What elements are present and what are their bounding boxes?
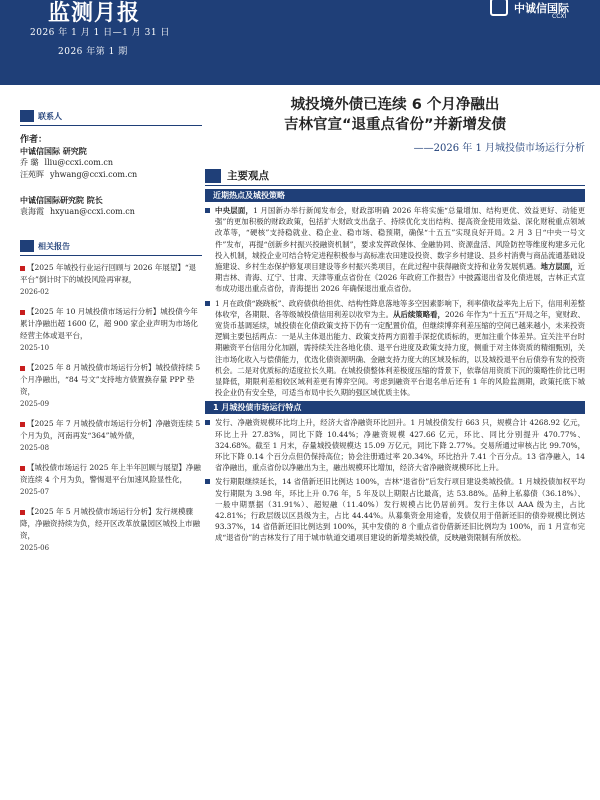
bullet-icon [20, 266, 25, 271]
related-report-date: 2025-08 [20, 444, 50, 452]
author-label: 作者： [20, 135, 48, 145]
related-report-link[interactable] [20, 262, 202, 298]
related-label: 相关报告 [38, 240, 70, 251]
related-report-date: 2025-06 [20, 544, 50, 552]
section-marker-icon [205, 169, 221, 183]
report-date-range: 2026 年 1 月 1 日—1 月 31 日 [30, 28, 170, 38]
bullet-icon [205, 301, 210, 306]
related-report-text: 【2025 年 8 月城投债市场运行分析】城投债持续 5 个月净融出，“84 号文”支持地方债置换存量 PPP 垫资， [20, 363, 201, 396]
company-logo [490, 0, 600, 20]
section-marker-icon [20, 240, 34, 252]
contacts-label: 联系人 [38, 110, 62, 121]
author-name: 汪苑晖 [20, 170, 44, 179]
related-report-date: 2025-07 [20, 488, 50, 496]
subsection-header-hotspots: 近期热点及城投策略 [205, 189, 585, 202]
related-report-text: 【城投债市场运行 2025 年上半年回顾与展望】净融资连续 4 个月为负，警惕退平台加速风险显性化， [20, 463, 201, 484]
paragraph-lead: 中央层面， [215, 206, 254, 215]
bullet-icon [20, 422, 25, 427]
author-entry [20, 169, 202, 181]
document-subtitle: ——2026 年 1 月城投债市场运行分析 [413, 143, 585, 154]
director-entry [20, 206, 202, 218]
logo-mark-icon [490, 0, 508, 16]
related-report-date: 2025-09 [20, 400, 50, 408]
paragraph-text: 发行期限继续延长，14 省借新还旧比例达 100%，吉林“退省份”后发行项目建设类城投债。1 月城投债加权平均发行期限为 3.98 年，环比上升 0.76 年，5 年及以上期限占比最高，达 53.88%。品种上私募债（36.18%）、一般中期票据（31.91%）、超短融（11.40%）发行规模占比仍居前列。发行主体以 AAA 级为主，占比 42.81%；行政层级以区县级为主，占比 44.44%。从募集资金用途看，发债仅用于借新还旧的债券规模比例达 93.37%，14 省借新还旧比例达到 100%，其中发债的 8 个重点省份借新还旧比例均为 100%，而 1 月宣布完成“退省份”的吉林发行了用于城市轨道交通项目建设的新增类城投债，反映融资限制有所放松。 [215, 477, 585, 543]
bullet-icon [20, 310, 25, 315]
logo-name-cn: 中诚信国际 [514, 2, 569, 15]
related-report-link[interactable] [20, 418, 202, 454]
divider [205, 185, 585, 186]
paragraph-lead: 从后续策略看， [393, 309, 445, 319]
related-report-link[interactable] [20, 306, 202, 354]
related-report-text: 【2025 年城投行业运行回顾与 2026 年展望】“退平台”倒计时下的城投风险再审视， [20, 263, 197, 284]
contacts-header [20, 110, 202, 122]
author-name: 乔 璐 [20, 158, 39, 167]
director-email[interactable]: hxyuan@ccxi.com.cn [50, 207, 135, 216]
author-org: 中诚信国际 研究院 [20, 146, 87, 156]
document-title-line1: 城投境外债已连续 6 个月净融出 [290, 97, 500, 113]
key-points-label: 主要观点 [227, 170, 269, 182]
related-report-date: 2025-10 [20, 344, 50, 352]
paragraph [205, 417, 585, 473]
paragraph-text: 2026 年作为“十五五”开局之年，宽财政、宽货币基调延续，城投债在化债政策支持下仍有一定配置价值，但继续博弈利差压缩的空间已越来越小，未来投资逻辑主要包括两点：一是从主体退出能力、政策支持两方面着手深挖优质标的，更加注重个体差异。宜关注平台时期融资平台信用分化加剧，需持续关注各地化债、退平台进度及政策支持力度，侧重于对主体资质的精细甄别，关注市场化收入与偿债能力，优选化债资源明确、金融支持力度大的区域及标的，以及城投退平台后债券有发的投资机会。二是对优质标的适度拉长久期。在城投债整体利差极度压缩的背景下，依靠信用资质下沉的策略性价比已明显降低，期限利差相较区域利差更有博弈空间。考虑到融资平台退名单后还有 1 年的风险监测期，政策托底下城投企业仍有安全垫，可适当布局中长久期的强区域优质主体。 [215, 309, 585, 398]
divider [20, 125, 202, 126]
related-report-text: 【2025 年 10 月城投债市场运行分析】城投债今年累计净融出超 1600 亿，超 900 家企业声明为市场化经营主体或退平台， [20, 307, 198, 340]
author-email[interactable]: yhwang@ccxi.com.cn [50, 170, 138, 179]
director-name: 袁海霞 [20, 207, 44, 216]
paragraph-lead: 地方层面， [540, 262, 578, 272]
author-email[interactable]: lliu@ccxi.com.cn [44, 158, 114, 167]
bullet-icon [205, 479, 210, 484]
report-header [0, 0, 600, 85]
main-content [205, 95, 585, 544]
bullet-icon [20, 366, 25, 371]
bullet-icon [20, 510, 25, 515]
related-report-link[interactable] [20, 462, 202, 498]
paragraph [205, 298, 585, 399]
report-issue: 2026 年第 1 期 [58, 47, 128, 57]
divider [20, 255, 202, 256]
director-title: 中诚信国际研究院 院长 [20, 195, 103, 205]
bullet-icon [205, 420, 210, 425]
related-report-text: 【2025 年 5 月城投债市场运行分析】发行规模骤降，净融资持续为负，经开区改革放量园区城投上市融资， [20, 507, 200, 540]
paragraph [205, 476, 585, 543]
related-report-link[interactable] [20, 362, 202, 410]
key-points-header [205, 168, 585, 183]
paragraph [205, 205, 585, 295]
paragraph-text: 近期吉林、青海、辽宁、甘肃、天津等重点省份在《2026 年政府工作报告》中披露退出省及化债进展，吉林正式宣布成功退出重点省份，青海提出 2026 年确保退出重点省份。 [215, 262, 585, 294]
related-report-text: 【2025 年 7 月城投债市场运行分析】净融资连续 5 个月为负，河南再发“364”城外债， [20, 419, 201, 440]
bullet-icon [205, 208, 210, 213]
bullet-icon [20, 466, 25, 471]
related-reports-list [20, 262, 202, 554]
sidebar [20, 110, 202, 562]
subsection-header-characteristics: 1 月城投债市场运行特点 [205, 401, 585, 414]
document-title-line2: 吉林官宣“退重点省份”并新增发债 [283, 117, 507, 133]
paragraph-text: 1 月国新办举行新闻发布会，财政部明确 2026 年将实施“总量增加、结构更优、效益更好、动能更强”的更加积极的财政政策，包括扩大财政支出盘子、持续优化支出结构、提高资金使用效益、深化财税重点领域改革等，“硬核”支持稳就业、稳企业、稳市场、稳预期，确保“十五五”实现良好开局。2 月 3 日“中央一号文件”发布，再提“创新乡村振兴投融资机制”，要求发挥政保体、金融协同、资源盘活、风险防控等维度构建多元化投入机制，城投企业可结合特定进程积极参与高标准农田建设投资、数字乡村建设、县乡村消费与商品流通基础设施建设、乡村生态保护修复项目建设等乡村振兴类项目，在此过程中获得融资支持和业务发展机遇。 [215, 206, 585, 272]
logo-name-en: CCXI [552, 13, 567, 20]
author-entry [20, 157, 202, 169]
section-marker-icon [20, 110, 34, 122]
paragraph-text: 发行、净融资规模环比均上升，经济大省净融资环比回升。1 月城投债发行 663 只，规模合计 4268.92 亿元，环比上升 27.83%，同比下降 10.44%；净融资规模 427.66 亿元，环比、同比分别提升 470.77%、324.68%。截至 1 月末，存量城投债规模达 15.09 万亿元，同比下降 2.77%。交易所通过审核占比 99.70%，环比下降 0.14 个百分点但仍保持高位；协会注册通过率 20.34%，环比抬升 7.41 个百分点。13 省净融入，14 省净融出，重点省份以净融出为主，融出规模环比增加，经济大省净融资规模环比上升。 [215, 418, 586, 473]
related-report-date: 2026-02 [20, 288, 50, 296]
report-series-title: 监测月报 [48, 1, 141, 26]
paragraph-text: 1 月在政债“跷跷板”、政府债供给担优、结构性降息落地等多空因素影响下，利率债收益率先上后下，信用利差整体收窄，各期限、各等级城投债信用利差以收窄为主。 [215, 298, 585, 319]
related-header [20, 240, 202, 252]
related-report-link[interactable] [20, 506, 202, 554]
